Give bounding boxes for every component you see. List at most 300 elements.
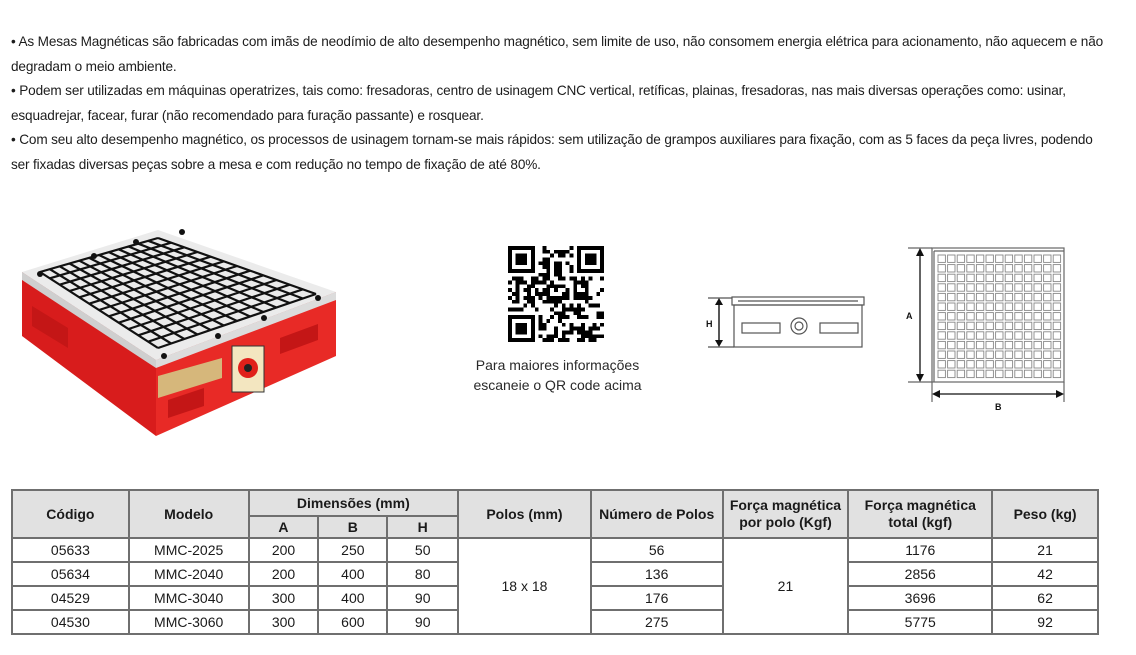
qr-module	[539, 323, 543, 327]
qr-module	[531, 246, 535, 250]
qr-module	[539, 327, 543, 331]
qr-module	[577, 261, 581, 265]
qr-module	[550, 338, 554, 342]
qr-module	[562, 323, 566, 327]
qr-module	[531, 284, 535, 288]
qr-module	[577, 307, 581, 311]
qr-module	[546, 284, 550, 288]
pole-square	[976, 265, 983, 272]
pole-square	[1015, 313, 1022, 320]
pole-square	[1024, 274, 1031, 281]
pole-square	[1015, 284, 1022, 291]
pole-square	[976, 351, 983, 358]
qr-module	[589, 258, 593, 262]
pole-square	[1034, 351, 1041, 358]
pole-square	[986, 332, 993, 339]
pole-square	[967, 370, 974, 377]
pole-square	[1005, 255, 1012, 262]
qr-module	[577, 338, 581, 342]
qr-module	[589, 327, 593, 331]
qr-module	[546, 300, 550, 304]
qr-module	[531, 281, 535, 285]
pole-square	[948, 370, 955, 377]
cell-a: 200	[249, 562, 319, 586]
qr-module	[600, 277, 604, 281]
qr-module	[592, 258, 596, 262]
qr-module	[512, 246, 516, 250]
pole-square	[976, 293, 983, 300]
qr-module	[554, 284, 558, 288]
qr-module	[516, 315, 520, 319]
cell-h: 50	[387, 538, 458, 562]
qr-module	[531, 265, 535, 269]
qr-module	[531, 300, 535, 304]
qr-module	[581, 323, 585, 327]
pole-square	[1044, 313, 1051, 320]
pole-square	[1005, 322, 1012, 329]
qr-module	[512, 338, 516, 342]
pole-square	[948, 313, 955, 320]
qr-module	[527, 300, 531, 304]
qr-module	[520, 258, 524, 262]
qr-module	[596, 292, 600, 296]
cell-codigo: 05634	[12, 562, 129, 586]
qr-module	[508, 250, 512, 254]
pole-square	[938, 332, 945, 339]
qr-module	[546, 292, 550, 296]
qr-module	[600, 269, 604, 273]
cell-b: 400	[318, 586, 387, 610]
qr-module	[596, 246, 600, 250]
qr-module	[523, 296, 527, 300]
pole-square	[1044, 265, 1051, 272]
qr-module	[585, 315, 589, 319]
pole-square	[1053, 265, 1060, 272]
qr-module	[562, 292, 566, 296]
pole-square	[996, 351, 1003, 358]
qr-module	[600, 246, 604, 250]
qr-module	[566, 330, 570, 334]
qr-module	[516, 246, 520, 250]
pole-square	[996, 341, 1003, 348]
pole-square	[938, 361, 945, 368]
qr-module	[508, 265, 512, 269]
qr-module	[531, 304, 535, 308]
pole-square	[1005, 293, 1012, 300]
qr-caption	[470, 356, 645, 395]
qr-module	[543, 323, 547, 327]
qr-module	[543, 327, 547, 331]
qr-module	[562, 334, 566, 338]
pole-square	[957, 332, 964, 339]
qr-module	[531, 334, 535, 338]
qr-module	[516, 327, 520, 331]
qr-module	[546, 288, 550, 292]
qr-module	[585, 334, 589, 338]
pole-square	[957, 313, 964, 320]
qr-module	[516, 277, 520, 281]
pole-square	[1044, 332, 1051, 339]
qr-module	[531, 258, 535, 262]
pole-square	[976, 284, 983, 291]
qr-module	[527, 284, 531, 288]
qr-module	[589, 304, 593, 308]
qr-module	[527, 292, 531, 296]
qr-module	[558, 269, 562, 273]
pole-square	[1024, 351, 1031, 358]
qr-module	[508, 323, 512, 327]
qr-module	[566, 338, 570, 342]
qr-module	[573, 292, 577, 296]
qr-module	[531, 277, 535, 281]
pole-square	[1044, 255, 1051, 262]
qr-module	[535, 307, 539, 311]
pole-square	[957, 370, 964, 377]
qr-module	[577, 330, 581, 334]
cell-modelo: MMC-3040	[129, 586, 249, 610]
pole-square	[1024, 322, 1031, 329]
cell-a: 200	[249, 538, 319, 562]
qr-module	[569, 327, 573, 331]
pole-square	[996, 265, 1003, 272]
pole-square	[948, 265, 955, 272]
cell-a: 300	[249, 586, 319, 610]
pole-square	[1044, 293, 1051, 300]
pole-square	[1044, 303, 1051, 310]
qr-module	[520, 307, 524, 311]
qr-module	[585, 330, 589, 334]
qr-module	[592, 334, 596, 338]
qr-module	[569, 323, 573, 327]
qr-module	[562, 311, 566, 315]
pole-square	[938, 265, 945, 272]
qr-module	[523, 269, 527, 273]
pole-square	[976, 303, 983, 310]
qr-module	[531, 338, 535, 342]
pole-square	[976, 341, 983, 348]
pole-square	[1005, 313, 1012, 320]
qr-module	[531, 319, 535, 323]
pole-square	[1005, 351, 1012, 358]
qr-module	[577, 281, 581, 285]
cell-codigo: 04529	[12, 586, 129, 610]
pole-square	[1024, 303, 1031, 310]
qr-module	[539, 273, 543, 277]
qr-module	[596, 315, 600, 319]
cell-peso: 92	[992, 610, 1098, 634]
pole-square	[938, 303, 945, 310]
pole-square	[948, 332, 955, 339]
cell-polos: 18 x 18	[458, 538, 591, 634]
pole-square	[1044, 351, 1051, 358]
qr-module	[600, 265, 604, 269]
qr-module	[546, 296, 550, 300]
qr-module	[516, 254, 520, 258]
qr-module	[546, 338, 550, 342]
header-forca-total: Força magnética total (kgf)	[848, 490, 992, 538]
qr-module	[523, 304, 527, 308]
pole-square	[1015, 361, 1022, 368]
cell-modelo: MMC-2025	[129, 538, 249, 562]
qr-module	[520, 261, 524, 265]
qr-module	[539, 319, 543, 323]
description-paragraph: • As Mesas Magnéticas são fabricadas com imãs de neodímio de alto desempenho magnético, sem limite de uso, não consomem energia elétrica para acionamento, não aquecem e não degradam o meio ambiente.	[11, 34, 1104, 74]
qr-module	[554, 269, 558, 273]
pole-square	[996, 284, 1003, 291]
pole-square	[986, 293, 993, 300]
pole-square	[957, 303, 964, 310]
pole-square	[1005, 284, 1012, 291]
qr-module	[573, 288, 577, 292]
cell-modelo: MMC-2040	[129, 562, 249, 586]
qr-module	[554, 250, 558, 254]
pole-square	[976, 313, 983, 320]
header-peso: Peso (kg)	[992, 490, 1098, 538]
pole-square	[1024, 313, 1031, 320]
pole-square	[957, 274, 964, 281]
pole-square	[1044, 341, 1051, 348]
pole-square	[996, 274, 1003, 281]
qr-module	[566, 315, 570, 319]
pole-square	[996, 255, 1003, 262]
qr-section	[470, 246, 645, 395]
qr-module	[600, 288, 604, 292]
qr-code[interactable]	[508, 246, 604, 342]
qr-module	[554, 265, 558, 269]
pole-square	[1053, 351, 1060, 358]
qr-module	[543, 281, 547, 285]
qr-module	[546, 261, 550, 265]
pole-square	[1015, 265, 1022, 272]
qr-module	[554, 273, 558, 277]
cell-numero-polos: 176	[591, 586, 723, 610]
top-view-pole-grid	[938, 255, 1061, 378]
qr-module	[569, 269, 573, 273]
qr-module	[520, 323, 524, 327]
qr-module	[550, 307, 554, 311]
pole-square	[986, 284, 993, 291]
pole-square	[1015, 370, 1022, 377]
qr-module	[577, 311, 581, 315]
qr-module	[531, 254, 535, 258]
qr-module	[520, 246, 524, 250]
pole-square	[1053, 274, 1060, 281]
qr-module	[596, 304, 600, 308]
header-forca-por-polo: Força magnética por polo (Kgf)	[723, 490, 849, 538]
qr-module	[508, 315, 512, 319]
qr-module	[508, 288, 512, 292]
pole-square	[1034, 341, 1041, 348]
qr-module	[562, 277, 566, 281]
qr-module	[527, 246, 531, 250]
qr-module	[592, 338, 596, 342]
qr-module	[546, 334, 550, 338]
qr-module	[558, 284, 562, 288]
pole-square	[1053, 293, 1060, 300]
pole-square	[996, 293, 1003, 300]
qr-module	[531, 327, 535, 331]
pole-square	[1024, 341, 1031, 348]
qr-module	[577, 292, 581, 296]
qr-module	[546, 250, 550, 254]
qr-module	[585, 300, 589, 304]
qr-module	[523, 288, 527, 292]
pole-square	[967, 351, 974, 358]
qr-module	[520, 330, 524, 334]
qr-module	[581, 246, 585, 250]
pole-square	[986, 322, 993, 329]
pole-square	[996, 370, 1003, 377]
qr-module	[516, 269, 520, 273]
qr-module	[585, 254, 589, 258]
qr-module	[531, 250, 535, 254]
cell-peso: 21	[992, 538, 1098, 562]
qr-module	[508, 261, 512, 265]
qr-module	[508, 330, 512, 334]
qr-module	[512, 292, 516, 296]
pole-square	[1034, 274, 1041, 281]
qr-module	[523, 330, 527, 334]
qr-module	[566, 292, 570, 296]
qr-module	[543, 288, 547, 292]
qr-module	[566, 307, 570, 311]
qr-module	[558, 315, 562, 319]
qr-module	[573, 277, 577, 281]
qr-module	[573, 307, 577, 311]
qr-module	[543, 258, 547, 262]
table-row	[12, 538, 1098, 562]
cell-forca-total: 3696	[848, 586, 992, 610]
pole-square	[986, 361, 993, 368]
qr-module	[558, 296, 562, 300]
pole-square	[957, 293, 964, 300]
pole-square	[1053, 332, 1060, 339]
qr-module	[520, 269, 524, 273]
qr-module	[577, 254, 581, 258]
qr-module	[543, 250, 547, 254]
qr-module	[562, 284, 566, 288]
qr-module	[592, 304, 596, 308]
qr-module	[577, 315, 581, 319]
header-a: A	[249, 516, 319, 538]
pole-square	[986, 313, 993, 320]
cell-codigo: 04530	[12, 610, 129, 634]
pole-square	[948, 293, 955, 300]
pole-square	[967, 274, 974, 281]
qr-module	[562, 307, 566, 311]
qr-module	[600, 334, 604, 338]
pole-square	[1024, 370, 1031, 377]
qr-module	[543, 277, 547, 281]
pole-square	[996, 322, 1003, 329]
pole-square	[1005, 274, 1012, 281]
qr-module	[573, 284, 577, 288]
qr-module	[577, 246, 581, 250]
qr-module	[554, 300, 558, 304]
qr-module	[581, 334, 585, 338]
pole-square	[938, 274, 945, 281]
pole-square	[957, 265, 964, 272]
pole-square	[986, 303, 993, 310]
qr-module	[566, 250, 570, 254]
qr-module	[516, 261, 520, 265]
qr-module	[592, 327, 596, 331]
qr-module	[562, 315, 566, 319]
qr-module	[550, 300, 554, 304]
qr-module	[546, 277, 550, 281]
pole-square	[1015, 293, 1022, 300]
qr-module	[512, 307, 516, 311]
qr-module	[516, 281, 520, 285]
qr-module	[550, 254, 554, 258]
qr-module	[531, 269, 535, 273]
pole-square	[1015, 332, 1022, 339]
pole-square	[967, 303, 974, 310]
qr-module	[585, 261, 589, 265]
pole-square	[986, 351, 993, 358]
qr-module	[508, 338, 512, 342]
qr-module	[558, 319, 562, 323]
qr-module	[554, 296, 558, 300]
qr-module	[508, 258, 512, 262]
qr-module	[558, 250, 562, 254]
qr-module	[543, 338, 547, 342]
qr-module	[573, 296, 577, 300]
qr-module	[562, 254, 566, 258]
pole-square	[986, 265, 993, 272]
qr-module	[535, 281, 539, 285]
qr-module	[512, 300, 516, 304]
pole-square	[1034, 361, 1041, 368]
pole-square	[957, 284, 964, 291]
qr-module	[596, 269, 600, 273]
qr-module	[508, 334, 512, 338]
specifications-table	[11, 489, 1099, 635]
qr-module	[596, 327, 600, 331]
cell-b: 400	[318, 562, 387, 586]
pole-square	[957, 351, 964, 358]
qr-module	[539, 334, 543, 338]
cell-forca-total: 1176	[848, 538, 992, 562]
qr-module	[550, 315, 554, 319]
qr-module	[581, 296, 585, 300]
qr-module	[543, 273, 547, 277]
pole-square	[1024, 361, 1031, 368]
qr-module	[562, 304, 566, 308]
pole-square	[996, 332, 1003, 339]
qr-module	[550, 284, 554, 288]
qr-module	[585, 258, 589, 262]
cell-forca-total: 5775	[848, 610, 992, 634]
qr-module	[543, 246, 547, 250]
qr-module	[535, 292, 539, 296]
pole-square	[1015, 255, 1022, 262]
pole-square	[1034, 332, 1041, 339]
pole-square	[938, 313, 945, 320]
pole-square	[1034, 284, 1041, 291]
pole-square	[948, 274, 955, 281]
qr-module	[512, 277, 516, 281]
qr-module	[543, 292, 547, 296]
qr-module	[577, 327, 581, 331]
pole-square	[1005, 341, 1012, 348]
qr-module	[546, 269, 550, 273]
pole-square	[976, 255, 983, 262]
cell-codigo: 05633	[12, 538, 129, 562]
qr-module	[508, 254, 512, 258]
dimension-label-b: B	[995, 402, 1002, 412]
pole-square	[1053, 313, 1060, 320]
